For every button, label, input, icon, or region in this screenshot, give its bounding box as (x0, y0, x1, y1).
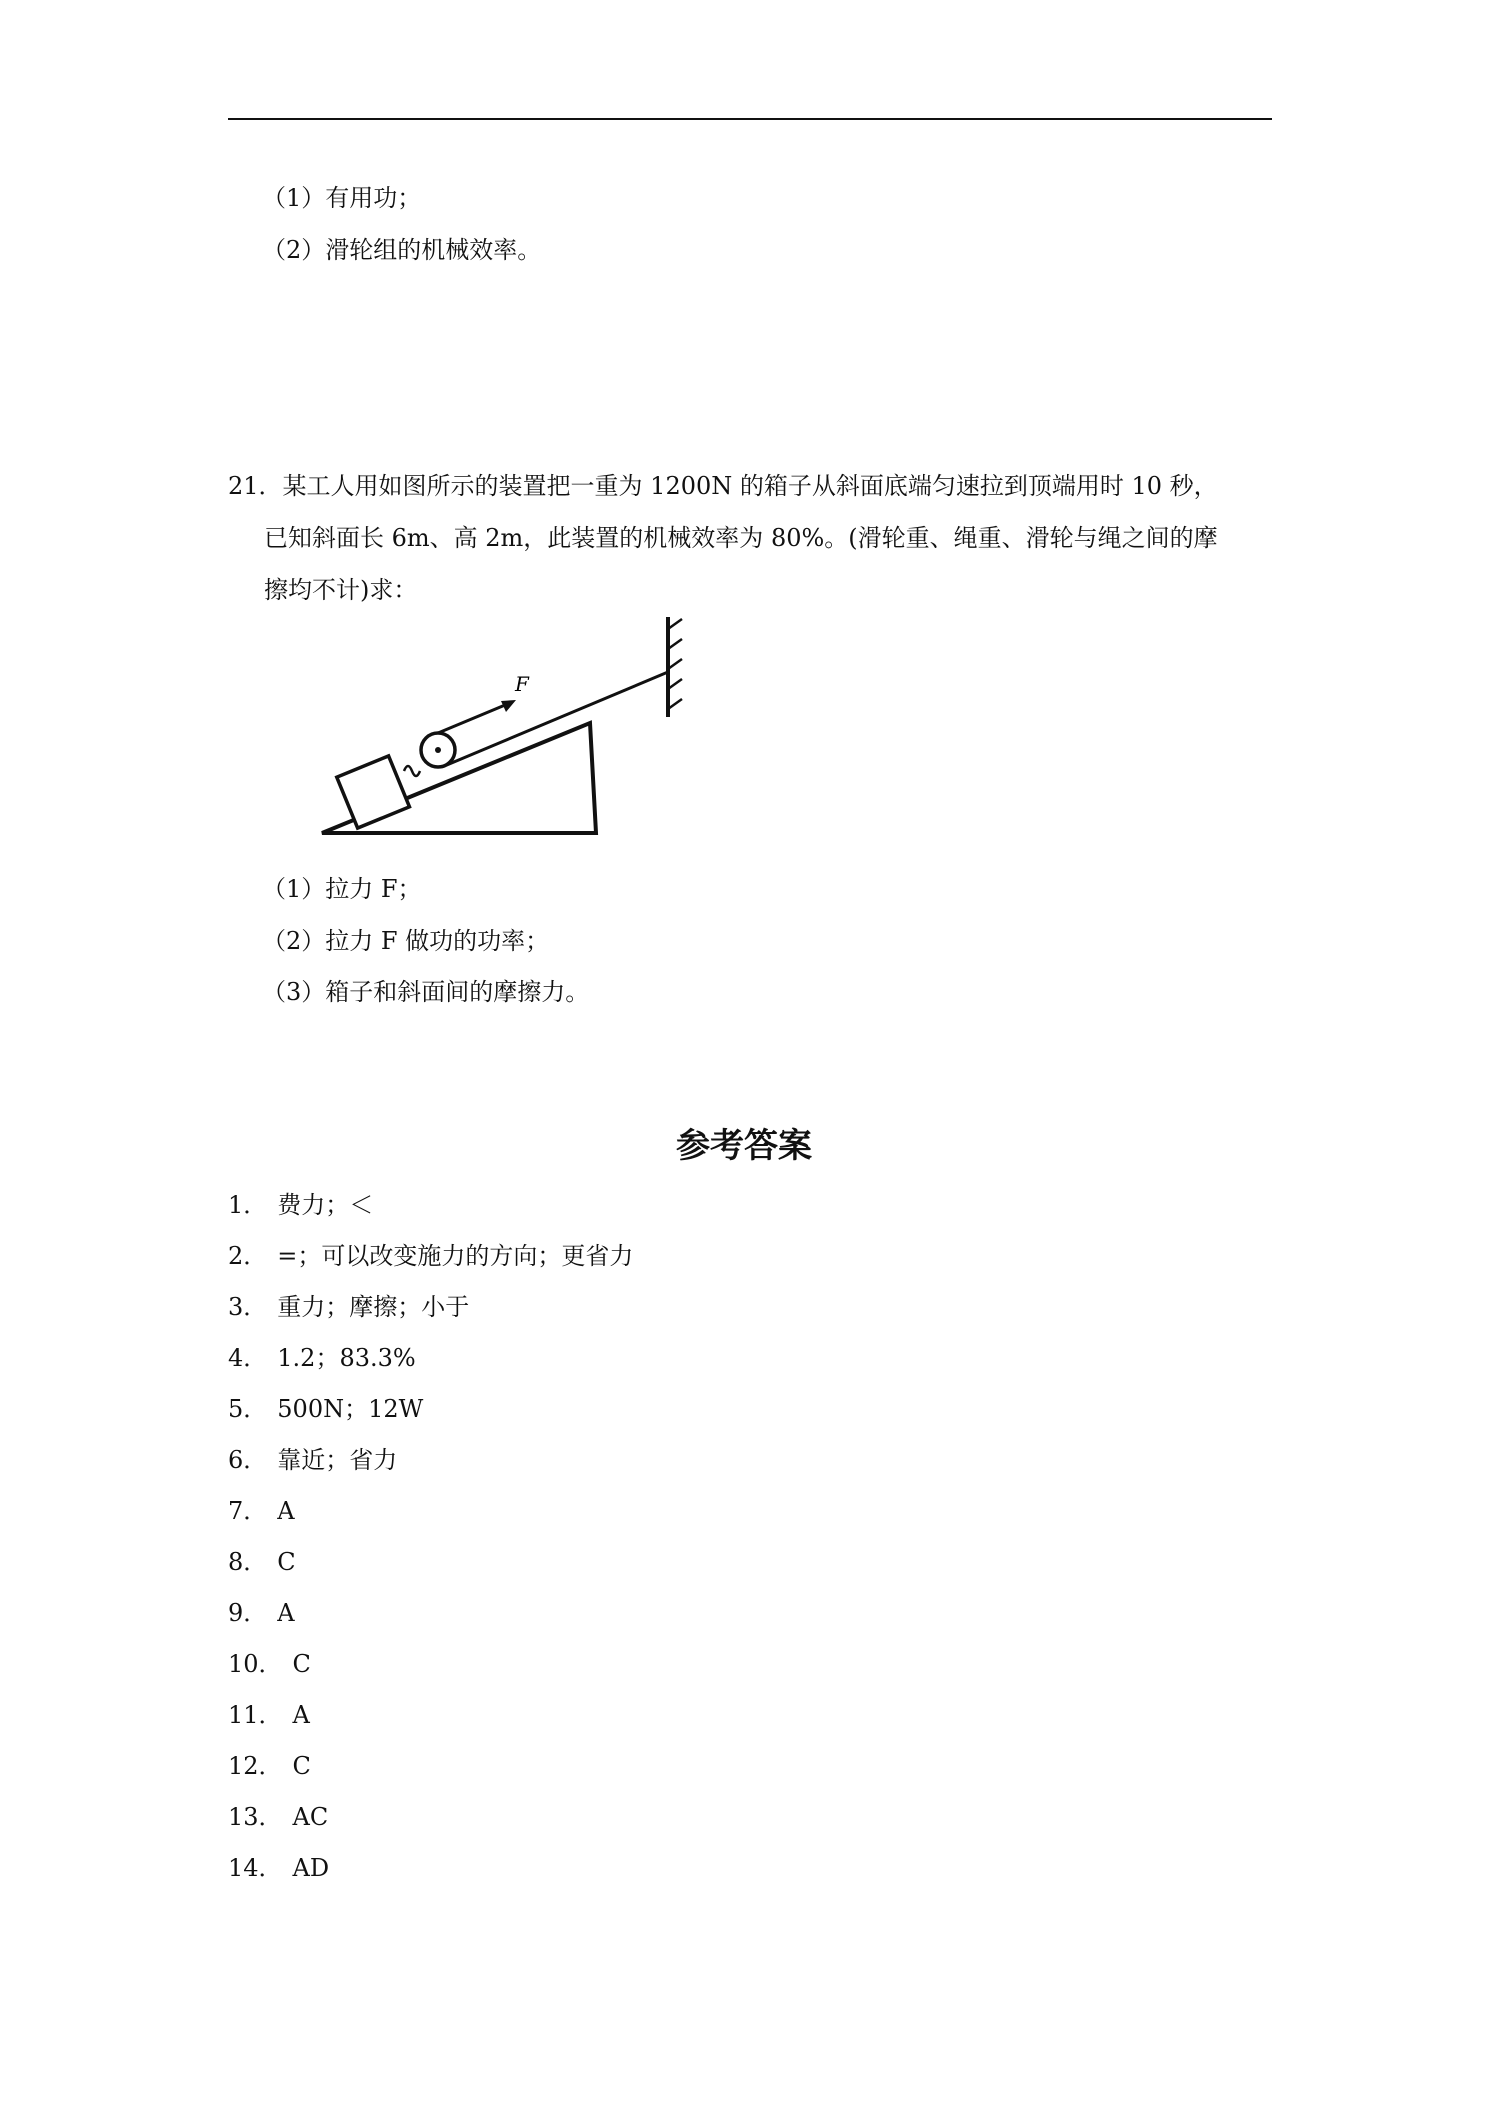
answer-item: 6． 靠近；省力 (228, 1446, 398, 1474)
pulley-axle (435, 747, 441, 753)
question-21-line-2: 已知斜面长 6m、高 2m，此装置的机械效率为 80%。(滑轮重、绳重、滑轮与绳之间的摩 (264, 524, 1218, 552)
answer-item: 4． 1.2；83.3% (228, 1344, 416, 1372)
force-label: F (515, 672, 529, 696)
answer-item: 11． A (228, 1701, 310, 1729)
prev-subquestion-1: （1）有用功； (262, 184, 422, 212)
answer-item: 8． C (228, 1548, 296, 1576)
q21-subquestion-3: （3）箱子和斜面间的摩擦力。 (262, 978, 590, 1006)
header-rule (228, 118, 1272, 120)
box (337, 756, 410, 828)
incline-pulley-figure (320, 615, 710, 845)
q21-subquestion-1: （1）拉力 F； (262, 875, 422, 903)
answer-item: 14． AD (228, 1854, 330, 1882)
hook (404, 766, 420, 776)
question-21-line-1 (228, 470, 1218, 502)
q21-subquestion-2: （2）拉力 F 做功的功率； (262, 927, 550, 955)
answer-item: 2． =；可以改变施力的方向；更省力 (228, 1242, 634, 1270)
answers-title: 参考答案 (676, 1126, 812, 1166)
question-text: 某工人用如图所示的装置把一重为 1200N 的箱子从斜面底端匀速拉到顶端用时 10 秒， (282, 472, 1218, 500)
question-21-line-3: 擦均不计)求： (264, 576, 418, 604)
answer-item: 10． C (228, 1650, 311, 1678)
wall-hatching (668, 619, 682, 709)
answer-item: 1． 费力；＜ (228, 1191, 374, 1219)
rope-to-wall (442, 672, 668, 767)
answer-item: 5． 500N；12W (228, 1395, 424, 1423)
answer-item: 3． 重力；摩擦；小于 (228, 1293, 470, 1321)
answer-item: 9． A (228, 1599, 295, 1627)
answer-item: 7． A (228, 1497, 295, 1525)
answer-item: 13． AC (228, 1803, 329, 1831)
prev-subquestion-2: （2）滑轮组的机械效率。 (262, 236, 542, 264)
rope-to-pull (438, 703, 510, 733)
question-number: 21． (228, 472, 283, 500)
answer-item: 12． C (228, 1752, 311, 1780)
